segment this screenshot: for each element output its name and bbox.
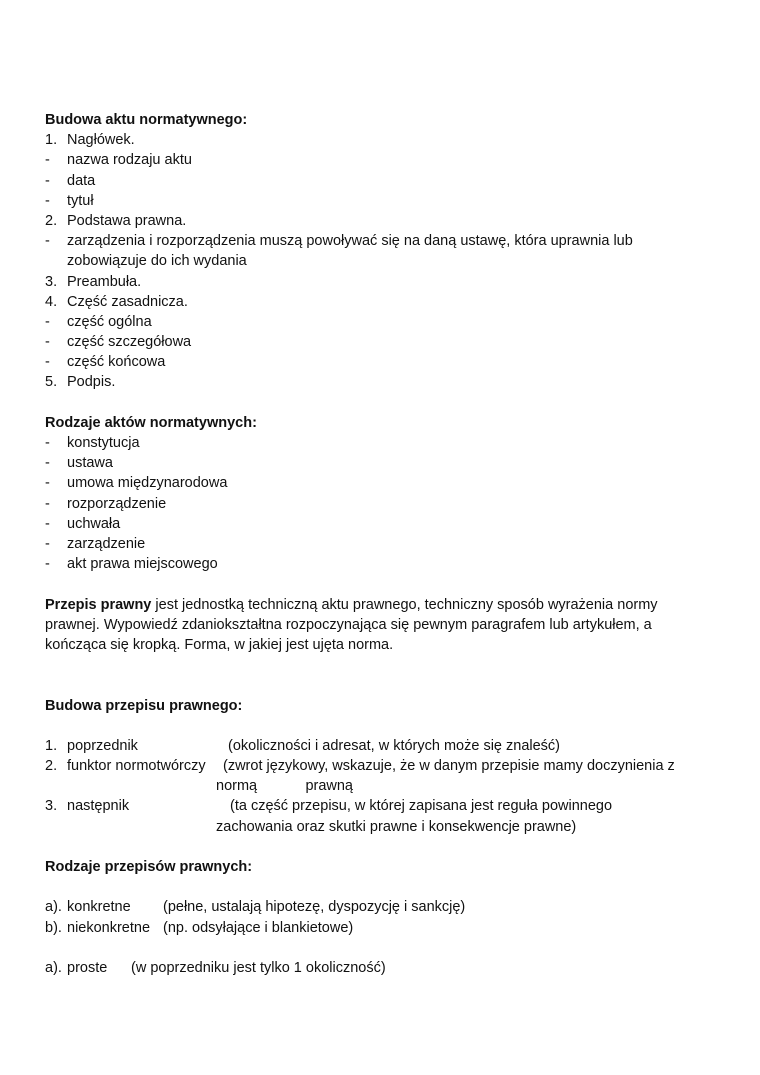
list-marker: -	[45, 455, 50, 472]
paragraph-przepis-prawny	[45, 595, 710, 656]
list-marker: -	[45, 233, 50, 250]
list-term: następnik	[67, 798, 130, 815]
list-description: (pełne, ustalają hipotezę, dyspozycję i sankcję)	[163, 899, 466, 916]
list-marker: 3.	[45, 798, 58, 815]
list-description: (ta część przepisu, w której zapisana jest reguła powinnego	[230, 798, 613, 815]
list-marker: 1.	[45, 132, 58, 149]
list-marker: -	[45, 435, 50, 451]
list-text: zarządzenie	[67, 535, 146, 552]
list-text: uchwała	[67, 515, 121, 532]
list-item	[45, 372, 725, 392]
list-description: (zwrot językowy, wskazuje, że w danym przepisie mamy doczynienia z	[223, 758, 675, 775]
list-item	[45, 272, 725, 292]
list-item	[45, 191, 725, 211]
list-marker: -	[45, 334, 50, 351]
list-marker: 2.	[45, 758, 58, 775]
list-marker: -	[45, 172, 50, 189]
list-description-continuation: normą prawną	[216, 778, 353, 795]
list-item	[45, 897, 725, 917]
list-item	[45, 231, 725, 251]
list-text: Preambuła.	[67, 273, 142, 290]
list-item	[45, 292, 725, 312]
list-marker: a).	[45, 959, 62, 976]
list-description: (okoliczności i adresat, w których może się znaleść)	[228, 737, 561, 754]
list-marker: -	[45, 475, 50, 492]
list-marker: a).	[45, 899, 62, 916]
list-item	[45, 312, 725, 332]
list-item	[45, 958, 725, 978]
bold-term: Przepis prawny	[45, 596, 152, 613]
list-item	[45, 171, 725, 191]
list-text: akt prawa miejscowego	[67, 556, 218, 573]
list-item	[45, 150, 725, 170]
list-text: konstytucja	[67, 435, 140, 451]
list-marker: -	[45, 535, 50, 552]
list-term: proste	[67, 959, 108, 976]
list-item	[45, 534, 725, 554]
list-text: zobowiązuje do ich wydania	[67, 253, 247, 270]
list-marker: -	[45, 354, 50, 371]
list-item-continuation	[45, 251, 725, 271]
list-marker: 3.	[45, 273, 58, 290]
list-text: tytuł	[67, 192, 94, 209]
list-marker: -	[45, 515, 50, 532]
list-text: część ogólna	[67, 313, 152, 330]
paragraph-text: jest jednostką techniczną aktu prawnego, techniczny sposób wyrażenia normy prawnej. Wypowiedź zdaniokształtna rozpoczynająca się pewnym paragrafem lub artykułem, a kończąca się kropką. Forma, w jakiej jest ujęta norma.	[45, 596, 658, 653]
list-marker: 2.	[45, 212, 58, 229]
list-item-continuation	[45, 817, 725, 837]
list-text: rozporządzenie	[67, 495, 167, 512]
list-text: część szczegółowa	[67, 334, 192, 351]
list-text: data	[67, 172, 96, 189]
list-item-continuation	[45, 776, 725, 796]
heading-rodzaje-aktow: Rodzaje aktów normatywnych:	[45, 414, 257, 431]
list-text: Nagłówek.	[67, 132, 135, 149]
heading-budowa-przepisu: Budowa przepisu prawnego:	[45, 697, 243, 714]
list-marker: -	[45, 152, 50, 169]
list-marker: -	[45, 556, 50, 573]
list-item	[45, 130, 725, 150]
list-item	[45, 796, 725, 816]
list-item	[45, 453, 725, 473]
list-item	[45, 756, 725, 776]
list-marker: -	[45, 192, 50, 209]
heading-rodzaje-przepisow: Rodzaje przepisów prawnych:	[45, 859, 253, 875]
list-term: konkretne	[67, 899, 131, 916]
list-text: Podpis.	[67, 374, 116, 391]
list-text: umowa międzynarodowa	[67, 475, 228, 492]
list-marker: b).	[45, 919, 62, 936]
list-text: nazwa rodzaju aktu	[67, 152, 192, 169]
list-item	[45, 332, 725, 352]
list-text: część końcowa	[67, 354, 166, 371]
list-text: zarządzenia i rozporządzenia muszą powoływać się na daną ustawę, która uprawnia lub	[67, 233, 633, 250]
list-description-continuation: zachowania oraz skutki prawne i konsekwencje prawne)	[216, 818, 577, 835]
document-body	[45, 110, 725, 978]
list-item	[45, 918, 725, 938]
list-marker: 5.	[45, 374, 58, 391]
list-marker: -	[45, 495, 50, 512]
list-item	[45, 352, 725, 372]
list-item	[45, 433, 725, 453]
list-item	[45, 473, 725, 493]
list-marker: -	[45, 313, 50, 330]
heading-budowa-aktu: Budowa aktu normatywnego:	[45, 112, 248, 128]
list-item	[45, 211, 725, 231]
list-description: (np. odsyłające i blankietowe)	[163, 919, 354, 936]
list-item	[45, 494, 725, 514]
list-text: Część zasadnicza.	[67, 293, 188, 310]
list-item	[45, 514, 725, 534]
list-marker: 4.	[45, 293, 58, 310]
list-item	[45, 554, 725, 574]
list-term: niekonkretne	[67, 919, 151, 936]
list-term: funktor normotwórczy	[67, 758, 206, 775]
list-text: Podstawa prawna.	[67, 212, 187, 229]
list-text: ustawa	[67, 455, 113, 472]
list-marker: 1.	[45, 737, 58, 754]
list-item	[45, 736, 725, 756]
list-term: poprzednik	[67, 737, 138, 754]
list-description: (w poprzedniku jest tylko 1 okoliczność)	[131, 959, 386, 976]
